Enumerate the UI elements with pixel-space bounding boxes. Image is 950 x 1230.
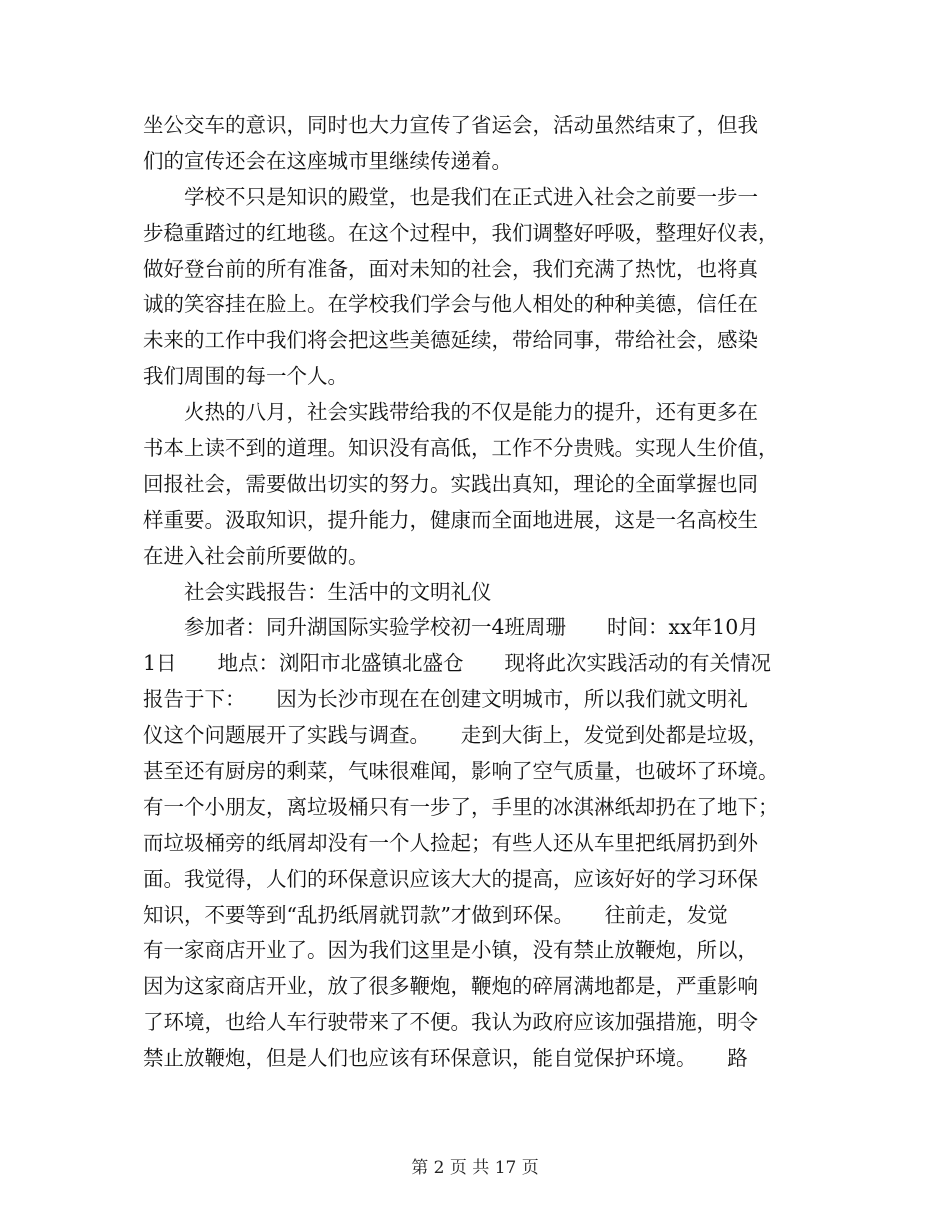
text-line: 诚的笑容挂在脸上。在学校我们学会与他人相处的种种美德，信任在 (143, 292, 758, 317)
section-heading: 社会实践报告：生活中的文明礼仪 (143, 579, 492, 604)
text-line: 书本上读不到的道理。知识没有高低，工作不分贵贱。实现人生价值， (143, 436, 779, 461)
text-line: 报告于下： 因为长沙市现在在创建文明城市，所以我们就文明礼 (143, 687, 748, 712)
text-line: 在进入社会前所要做的。 (143, 543, 369, 568)
text-line: 禁止放鞭炮，但是人们也应该有环保意识，能自觉保护环境。 路 (143, 1046, 748, 1071)
text-line: 仪这个问题展开了实践与调查。 走到大街上，发觉到处都是垃圾， (143, 723, 769, 748)
body-text (143, 108, 811, 1077)
text-line: 火热的八月，社会实践带给我的不仅是能力的提升，还有更多在 (143, 400, 758, 425)
text-line: 1日 地点：浏阳市北盛镇北盛仓 现将此次实践活动的有关情况 (143, 651, 772, 676)
text-line: 了环境，也给人车行驶带来了不便。我认为政府应该加强措施，明令 (143, 1010, 758, 1035)
text-line: 参加者：同升湖国际实验学校初一4班周珊 时间：xx年10月 (143, 615, 759, 640)
text-line: 而垃圾桶旁的纸屑却没有一个人捡起；有些人还从车里把纸屑扔到外 (143, 830, 758, 855)
text-line: 步稳重踏过的红地毯。在这个过程中，我们调整好呼吸，整理好仪表， (143, 220, 779, 245)
text-line: 回报社会，需要做出切实的努力。实践出真知，理论的全面掌握也同 (143, 471, 758, 496)
text-line: 们的宣传还会在这座城市里继续传递着。 (143, 148, 512, 173)
text-line: 学校不只是知识的殿堂，也是我们在正式进入社会之前要一步一 (143, 184, 758, 209)
text-line: 知识，不要等到“乱扔纸屑就罚款”才做到环保。 往前走，发觉 (143, 902, 728, 927)
text-line: 做好登台前的所有准备，面对未知的社会，我们充满了热忱，也将真 (143, 256, 758, 281)
text-line: 甚至还有厨房的剩菜，气味很难闻，影响了空气质量，也破坏了环境。 (143, 759, 779, 784)
text-line: 面。我觉得，人们的环保意识应该大大的提高，应该好好的学习环保 (143, 866, 758, 891)
text-line: 未来的工作中我们将会把这些美德延续，带给同事，带给社会，感染 (143, 328, 758, 353)
text-line: 有一个小朋友，离垃圾桶只有一步了，手里的冰淇淋纸却扔在了地下； (143, 794, 779, 819)
text-line: 因为这家商店开业，放了很多鞭炮，鞭炮的碎屑满地都是，严重影响 (143, 974, 758, 999)
text-line: 有一家商店开业了。因为我们这里是小镇，没有禁止放鞭炮，所以， (143, 938, 758, 963)
text-line: 我们周围的每一个人。 (143, 364, 348, 389)
page-number-footer: 第 2 页 共 17 页 (411, 1158, 539, 1178)
text-line: 样重要。汲取知识，提升能力，健康而全面地进展，这是一名高校生 (143, 507, 758, 532)
text-line: 坐公交车的意识，同时也大力宣传了省运会，活动虽然结束了，但我 (143, 113, 758, 137)
